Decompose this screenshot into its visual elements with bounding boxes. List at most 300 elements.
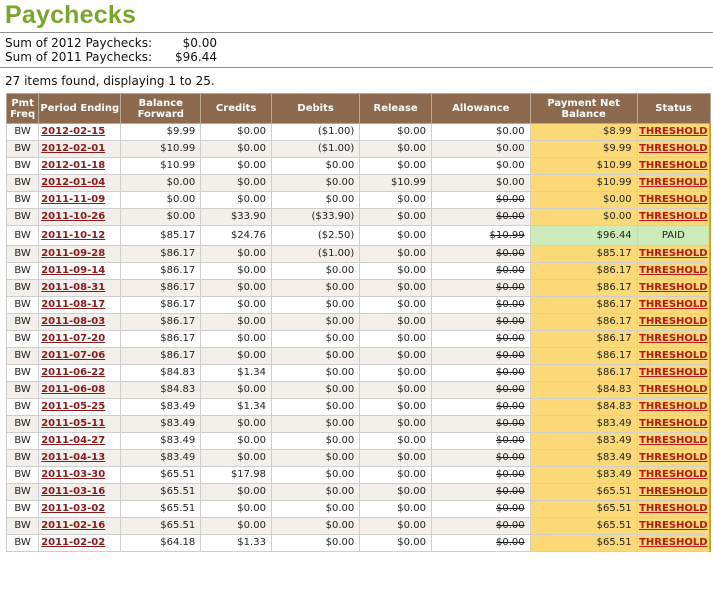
cell-debits: ($1.00)	[271, 246, 359, 263]
status-badge-link[interactable]: THRESHOLD	[639, 418, 708, 429]
cell-pmt-freq: BW	[7, 450, 39, 467]
table-row	[7, 280, 711, 297]
cell-debits: ($33.90)	[271, 209, 359, 226]
cell-period-ending	[39, 158, 121, 175]
cell-balance-forward: $65.51	[121, 518, 201, 535]
cell-credits: $0.00	[201, 331, 272, 348]
cell-credits: $0.00	[201, 263, 272, 280]
status-badge	[637, 175, 710, 192]
cell-credits: $0.00	[201, 450, 272, 467]
cell-debits: $0.00	[271, 416, 359, 433]
cell-release: $0.00	[360, 124, 432, 141]
status-badge-link[interactable]: THRESHOLD	[639, 503, 708, 514]
cell-allowance-value: $0.00	[496, 435, 525, 446]
cell-balance-forward: $83.49	[121, 399, 201, 416]
cell-period-ending	[39, 297, 121, 314]
status-badge-link[interactable]: THRESHOLD	[639, 316, 708, 327]
cell-period-ending	[39, 124, 121, 141]
sums-divider	[0, 67, 713, 68]
status-badge-link[interactable]: THRESHOLD	[639, 537, 708, 548]
cell-period-ending	[39, 209, 121, 226]
cell-net-balance: $83.49	[530, 416, 637, 433]
cell-period-ending-link[interactable]: 2011-08-03	[41, 316, 106, 327]
cell-period-ending-link[interactable]: 2011-09-28	[41, 248, 106, 259]
status-badge-link[interactable]: THRESHOLD	[639, 143, 708, 154]
status-badge-link[interactable]: THRESHOLD	[639, 486, 708, 497]
cell-period-ending-link[interactable]: 2011-08-31	[41, 282, 106, 293]
cell-allowance	[431, 365, 530, 382]
header-release: Release	[360, 94, 432, 124]
cell-release: $0.00	[360, 433, 432, 450]
cell-net-balance: $85.17	[530, 246, 637, 263]
status-badge	[637, 158, 710, 175]
status-badge: PAID	[637, 226, 710, 246]
cell-pmt-freq: BW	[7, 331, 39, 348]
cell-period-ending-link[interactable]: 2011-10-26	[41, 211, 106, 222]
cell-allowance-value: $0.00	[496, 299, 525, 310]
paychecks-table	[6, 93, 711, 552]
items-found-text: 27 items found, displaying 1 to 25.	[5, 74, 215, 88]
cell-net-balance: $86.17	[530, 365, 637, 382]
cell-net-balance: $86.17	[530, 331, 637, 348]
cell-net-balance: $65.51	[530, 484, 637, 501]
status-badge	[637, 297, 710, 314]
cell-net-balance: $83.49	[530, 433, 637, 450]
cell-debits: ($1.00)	[271, 141, 359, 158]
cell-pmt-freq: BW	[7, 501, 39, 518]
cell-balance-forward: $86.17	[121, 263, 201, 280]
cell-release: $0.00	[360, 450, 432, 467]
cell-period-ending-link[interactable]: 2011-04-13	[41, 452, 106, 463]
cell-allowance	[431, 484, 530, 501]
cell-pmt-freq: BW	[7, 280, 39, 297]
cell-release: $0.00	[360, 467, 432, 484]
cell-period-ending	[39, 192, 121, 209]
table-row	[7, 450, 711, 467]
status-badge-link[interactable]: THRESHOLD	[639, 520, 708, 531]
cell-allowance-value: $0.00	[496, 265, 525, 276]
status-badge	[637, 141, 710, 158]
cell-net-balance: $83.49	[530, 450, 637, 467]
cell-allowance	[431, 192, 530, 209]
cell-release: $0.00	[360, 348, 432, 365]
status-badge-link[interactable]: THRESHOLD	[639, 265, 708, 276]
table-body	[7, 124, 711, 552]
cell-pmt-freq: BW	[7, 158, 39, 175]
cell-release: $0.00	[360, 226, 432, 246]
cell-release: $0.00	[360, 416, 432, 433]
cell-pmt-freq: BW	[7, 433, 39, 450]
cell-period-ending-link[interactable]: 2011-05-11	[41, 418, 106, 429]
cell-allowance-value: $0.00	[496, 316, 525, 327]
cell-pmt-freq: BW	[7, 348, 39, 365]
cell-period-ending-link[interactable]: 2011-03-02	[41, 503, 106, 514]
cell-period-ending-link[interactable]: 2012-01-04	[41, 177, 106, 188]
cell-debits: $0.00	[271, 365, 359, 382]
sum-2012-value: $0.00	[182, 36, 217, 50]
status-badge-link[interactable]: THRESHOLD	[639, 299, 708, 310]
sum-2011-row	[5, 50, 217, 64]
cell-period-ending	[39, 467, 121, 484]
cell-allowance	[431, 331, 530, 348]
cell-pmt-freq: BW	[7, 192, 39, 209]
header-credits: Credits	[201, 94, 272, 124]
cell-allowance: $0.00	[431, 158, 530, 175]
status-badge	[637, 484, 710, 501]
status-badge-link[interactable]: THRESHOLD	[639, 384, 708, 395]
cell-release: $0.00	[360, 382, 432, 399]
cell-period-ending-link[interactable]: 2011-02-02	[41, 537, 106, 548]
table-row	[7, 141, 711, 158]
status-badge	[637, 416, 710, 433]
cell-period-ending-link[interactable]: 2011-09-14	[41, 265, 106, 276]
status-badge-link[interactable]: THRESHOLD	[639, 194, 708, 205]
cell-allowance	[431, 467, 530, 484]
status-badge-link[interactable]: THRESHOLD	[639, 350, 708, 361]
cell-period-ending	[39, 433, 121, 450]
cell-release: $10.99	[360, 175, 432, 192]
cell-period-ending-link[interactable]: 2011-08-17	[41, 299, 106, 310]
cell-balance-forward: $65.51	[121, 501, 201, 518]
cell-period-ending	[39, 246, 121, 263]
cell-release: $0.00	[360, 314, 432, 331]
table-header-row	[7, 94, 711, 124]
cell-period-ending-link[interactable]: 2012-02-01	[41, 143, 106, 154]
table-row	[7, 314, 711, 331]
cell-debits: $0.00	[271, 314, 359, 331]
cell-allowance	[431, 263, 530, 280]
cell-credits: $0.00	[201, 484, 272, 501]
status-badge	[637, 382, 710, 399]
status-badge-link[interactable]: THRESHOLD	[639, 401, 708, 412]
cell-release: $0.00	[360, 535, 432, 552]
cell-period-ending-link[interactable]: 2011-03-16	[41, 486, 106, 497]
cell-allowance-value: $0.00	[496, 401, 525, 412]
cell-debits: ($1.00)	[271, 124, 359, 141]
cell-release: $0.00	[360, 280, 432, 297]
cell-debits: $0.00	[271, 263, 359, 280]
cell-allowance-value: $0.00	[496, 333, 525, 344]
cell-release: $0.00	[360, 246, 432, 263]
cell-allowance	[431, 297, 530, 314]
sum-2012-label: Sum of 2012 Paychecks:	[5, 36, 153, 50]
cell-allowance: $0.00	[431, 124, 530, 141]
status-badge	[637, 331, 710, 348]
status-badge-link[interactable]: THRESHOLD	[639, 177, 708, 188]
status-badge	[637, 399, 710, 416]
cell-allowance	[431, 348, 530, 365]
cell-allowance-value: $0.00	[496, 503, 525, 514]
cell-balance-forward: $83.49	[121, 416, 201, 433]
status-badge-link[interactable]: THRESHOLD	[639, 452, 708, 463]
cell-balance-forward: $86.17	[121, 314, 201, 331]
cell-period-ending	[39, 501, 121, 518]
cell-period-ending	[39, 382, 121, 399]
table-row	[7, 382, 711, 399]
cell-period-ending-link[interactable]: 2011-07-20	[41, 333, 106, 344]
cell-allowance	[431, 535, 530, 552]
cell-release: $0.00	[360, 209, 432, 226]
status-badge-link[interactable]: THRESHOLD	[639, 469, 708, 480]
cell-pmt-freq: BW	[7, 484, 39, 501]
cell-allowance-value: $0.00	[496, 537, 525, 548]
header-pmt-freq: Pmt Freq	[7, 94, 39, 124]
cell-allowance-value: $0.00	[496, 418, 525, 429]
cell-debits: $0.00	[271, 433, 359, 450]
status-badge	[637, 518, 710, 535]
cell-period-ending-link[interactable]: 2012-02-15	[41, 126, 106, 137]
cell-allowance-value: $0.00	[496, 194, 525, 205]
status-badge	[637, 124, 710, 141]
sum-2012-row	[5, 36, 217, 50]
sums-summary	[5, 36, 217, 64]
cell-allowance	[431, 399, 530, 416]
cell-credits: $0.00	[201, 280, 272, 297]
status-badge-link[interactable]: THRESHOLD	[639, 160, 708, 171]
cell-pmt-freq: BW	[7, 246, 39, 263]
cell-period-ending	[39, 314, 121, 331]
cell-net-balance: $84.83	[530, 382, 637, 399]
cell-credits: $0.00	[201, 158, 272, 175]
cell-debits: $0.00	[271, 518, 359, 535]
status-badge-link[interactable]: THRESHOLD	[639, 211, 708, 222]
cell-net-balance: $86.17	[530, 263, 637, 280]
cell-balance-forward: $65.51	[121, 467, 201, 484]
cell-period-ending	[39, 450, 121, 467]
sum-2011-value: $96.44	[175, 50, 217, 64]
cell-balance-forward: $86.17	[121, 331, 201, 348]
cell-balance-forward: $84.83	[121, 382, 201, 399]
cell-allowance: $0.00	[431, 141, 530, 158]
cell-debits: $0.00	[271, 382, 359, 399]
cell-debits: $0.00	[271, 192, 359, 209]
status-badge-link[interactable]: THRESHOLD	[639, 126, 708, 137]
cell-release: $0.00	[360, 331, 432, 348]
table-row	[7, 535, 711, 552]
cell-credits: $33.90	[201, 209, 272, 226]
cell-balance-forward: $84.83	[121, 365, 201, 382]
cell-release: $0.00	[360, 484, 432, 501]
status-badge	[637, 450, 710, 467]
cell-release: $0.00	[360, 141, 432, 158]
table-row	[7, 348, 711, 365]
table-row	[7, 501, 711, 518]
cell-balance-forward: $85.17	[121, 226, 201, 246]
cell-allowance: $0.00	[431, 175, 530, 192]
cell-period-ending	[39, 348, 121, 365]
table-row	[7, 124, 711, 141]
header-balance-forward: Balance Forward	[121, 94, 201, 124]
cell-net-balance: $65.51	[530, 518, 637, 535]
table-row	[7, 192, 711, 209]
cell-balance-forward: $65.51	[121, 484, 201, 501]
cell-debits: $0.00	[271, 297, 359, 314]
cell-credits: $0.00	[201, 124, 272, 141]
cell-credits: $0.00	[201, 518, 272, 535]
cell-debits: $0.00	[271, 450, 359, 467]
cell-release: $0.00	[360, 501, 432, 518]
cell-period-ending	[39, 280, 121, 297]
status-badge	[637, 467, 710, 484]
cell-net-balance: $9.99	[530, 141, 637, 158]
status-badge	[637, 263, 710, 280]
cell-balance-forward: $83.49	[121, 450, 201, 467]
cell-allowance-value: $0.00	[496, 469, 525, 480]
cell-balance-forward: $86.17	[121, 348, 201, 365]
status-badge	[637, 365, 710, 382]
cell-allowance-value: $0.00	[496, 248, 525, 259]
cell-period-ending	[39, 399, 121, 416]
table-row	[7, 416, 711, 433]
cell-allowance-value: $0.00	[496, 520, 525, 531]
cell-debits: $0.00	[271, 158, 359, 175]
cell-net-balance: $86.17	[530, 280, 637, 297]
cell-net-balance: $84.83	[530, 399, 637, 416]
cell-balance-forward: $86.17	[121, 246, 201, 263]
cell-balance-forward: $0.00	[121, 192, 201, 209]
cell-debits: ($2.50)	[271, 226, 359, 246]
sum-2011-label: Sum of 2011 Paychecks:	[5, 50, 153, 64]
cell-pmt-freq: BW	[7, 399, 39, 416]
cell-allowance	[431, 226, 530, 246]
cell-release: $0.00	[360, 399, 432, 416]
cell-credits: $17.98	[201, 467, 272, 484]
cell-allowance	[431, 518, 530, 535]
cell-net-balance: $96.44	[530, 226, 637, 246]
cell-release: $0.00	[360, 192, 432, 209]
cell-net-balance: $86.17	[530, 348, 637, 365]
cell-period-ending	[39, 484, 121, 501]
cell-period-ending-link[interactable]: 2012-01-18	[41, 160, 106, 171]
cell-period-ending-link[interactable]: 2011-07-06	[41, 350, 106, 361]
table-row	[7, 365, 711, 382]
table-row	[7, 158, 711, 175]
cell-period-ending-link[interactable]: 2011-05-25	[41, 401, 106, 412]
cell-period-ending	[39, 175, 121, 192]
table-row	[7, 331, 711, 348]
cell-net-balance: $0.00	[530, 192, 637, 209]
cell-release: $0.00	[360, 365, 432, 382]
cell-net-balance: $83.49	[530, 467, 637, 484]
cell-credits: $0.00	[201, 348, 272, 365]
cell-debits: $0.00	[271, 331, 359, 348]
cell-credits: $1.33	[201, 535, 272, 552]
cell-period-ending	[39, 263, 121, 280]
cell-balance-forward: $86.17	[121, 280, 201, 297]
status-badge-link[interactable]: THRESHOLD	[639, 367, 708, 378]
table-row	[7, 226, 711, 246]
status-badge-link[interactable]: THRESHOLD	[639, 435, 708, 446]
cell-allowance-value: $0.00	[496, 486, 525, 497]
cell-pmt-freq: BW	[7, 382, 39, 399]
cell-period-ending	[39, 365, 121, 382]
cell-net-balance: $0.00	[530, 209, 637, 226]
cell-allowance-value: $0.00	[496, 282, 525, 293]
cell-pmt-freq: BW	[7, 263, 39, 280]
cell-period-ending-link[interactable]: 2011-06-08	[41, 384, 106, 395]
cell-allowance	[431, 416, 530, 433]
cell-balance-forward: $10.99	[121, 141, 201, 158]
cell-release: $0.00	[360, 518, 432, 535]
cell-credits: $0.00	[201, 141, 272, 158]
cell-balance-forward: $9.99	[121, 124, 201, 141]
cell-balance-forward: $10.99	[121, 158, 201, 175]
table-row	[7, 433, 711, 450]
status-badge	[637, 348, 710, 365]
cell-allowance	[431, 501, 530, 518]
cell-period-ending	[39, 226, 121, 246]
cell-period-ending-link[interactable]: 2011-06-22	[41, 367, 106, 378]
cell-debits: $0.00	[271, 280, 359, 297]
table-row	[7, 263, 711, 280]
cell-period-ending-link[interactable]: 2011-11-09	[41, 194, 106, 205]
cell-pmt-freq: BW	[7, 175, 39, 192]
cell-period-ending	[39, 535, 121, 552]
cell-allowance	[431, 382, 530, 399]
cell-allowance-value: $0.00	[496, 452, 525, 463]
cell-pmt-freq: BW	[7, 124, 39, 141]
status-badge	[637, 280, 710, 297]
cell-net-balance: $10.99	[530, 158, 637, 175]
header-status: Status	[637, 94, 710, 124]
page-title: Paychecks	[5, 1, 137, 29]
cell-release: $0.00	[360, 263, 432, 280]
cell-period-ending-link[interactable]: 2011-02-16	[41, 520, 106, 531]
cell-net-balance: $10.99	[530, 175, 637, 192]
cell-net-balance: $86.17	[530, 314, 637, 331]
cell-debits: $0.00	[271, 399, 359, 416]
cell-credits: $0.00	[201, 501, 272, 518]
cell-period-ending-link[interactable]: 2011-04-27	[41, 435, 106, 446]
cell-period-ending-link[interactable]: 2011-10-12	[41, 229, 106, 241]
status-badge-link[interactable]: THRESHOLD	[639, 333, 708, 344]
cell-credits: $1.34	[201, 399, 272, 416]
table-row	[7, 399, 711, 416]
cell-allowance-value: $0.00	[496, 384, 525, 395]
status-badge	[637, 192, 710, 209]
cell-allowance	[431, 450, 530, 467]
cell-credits: $0.00	[201, 382, 272, 399]
cell-pmt-freq: BW	[7, 297, 39, 314]
status-badge-link[interactable]: THRESHOLD	[639, 248, 708, 259]
cell-allowance	[431, 246, 530, 263]
cell-debits: $0.00	[271, 348, 359, 365]
cell-pmt-freq: BW	[7, 518, 39, 535]
cell-allowance-value: $10.99	[489, 229, 525, 241]
cell-debits: $0.00	[271, 484, 359, 501]
table-row	[7, 175, 711, 192]
status-badge-link[interactable]: THRESHOLD	[639, 282, 708, 293]
cell-pmt-freq: BW	[7, 209, 39, 226]
cell-balance-forward: $86.17	[121, 297, 201, 314]
cell-credits: $0.00	[201, 433, 272, 450]
cell-debits: $0.00	[271, 175, 359, 192]
cell-credits: $0.00	[201, 416, 272, 433]
cell-period-ending	[39, 141, 121, 158]
cell-period-ending-link[interactable]: 2011-03-30	[41, 469, 106, 480]
cell-pmt-freq: BW	[7, 467, 39, 484]
cell-debits: $0.00	[271, 535, 359, 552]
cell-period-ending	[39, 331, 121, 348]
cell-credits: $24.76	[201, 226, 272, 246]
cell-net-balance: $65.51	[530, 535, 637, 552]
cell-debits: $0.00	[271, 467, 359, 484]
cell-debits: $0.00	[271, 501, 359, 518]
cell-pmt-freq: BW	[7, 416, 39, 433]
header-period-ending: Period Ending	[39, 94, 121, 124]
cell-credits: $0.00	[201, 297, 272, 314]
cell-balance-forward: $0.00	[121, 175, 201, 192]
